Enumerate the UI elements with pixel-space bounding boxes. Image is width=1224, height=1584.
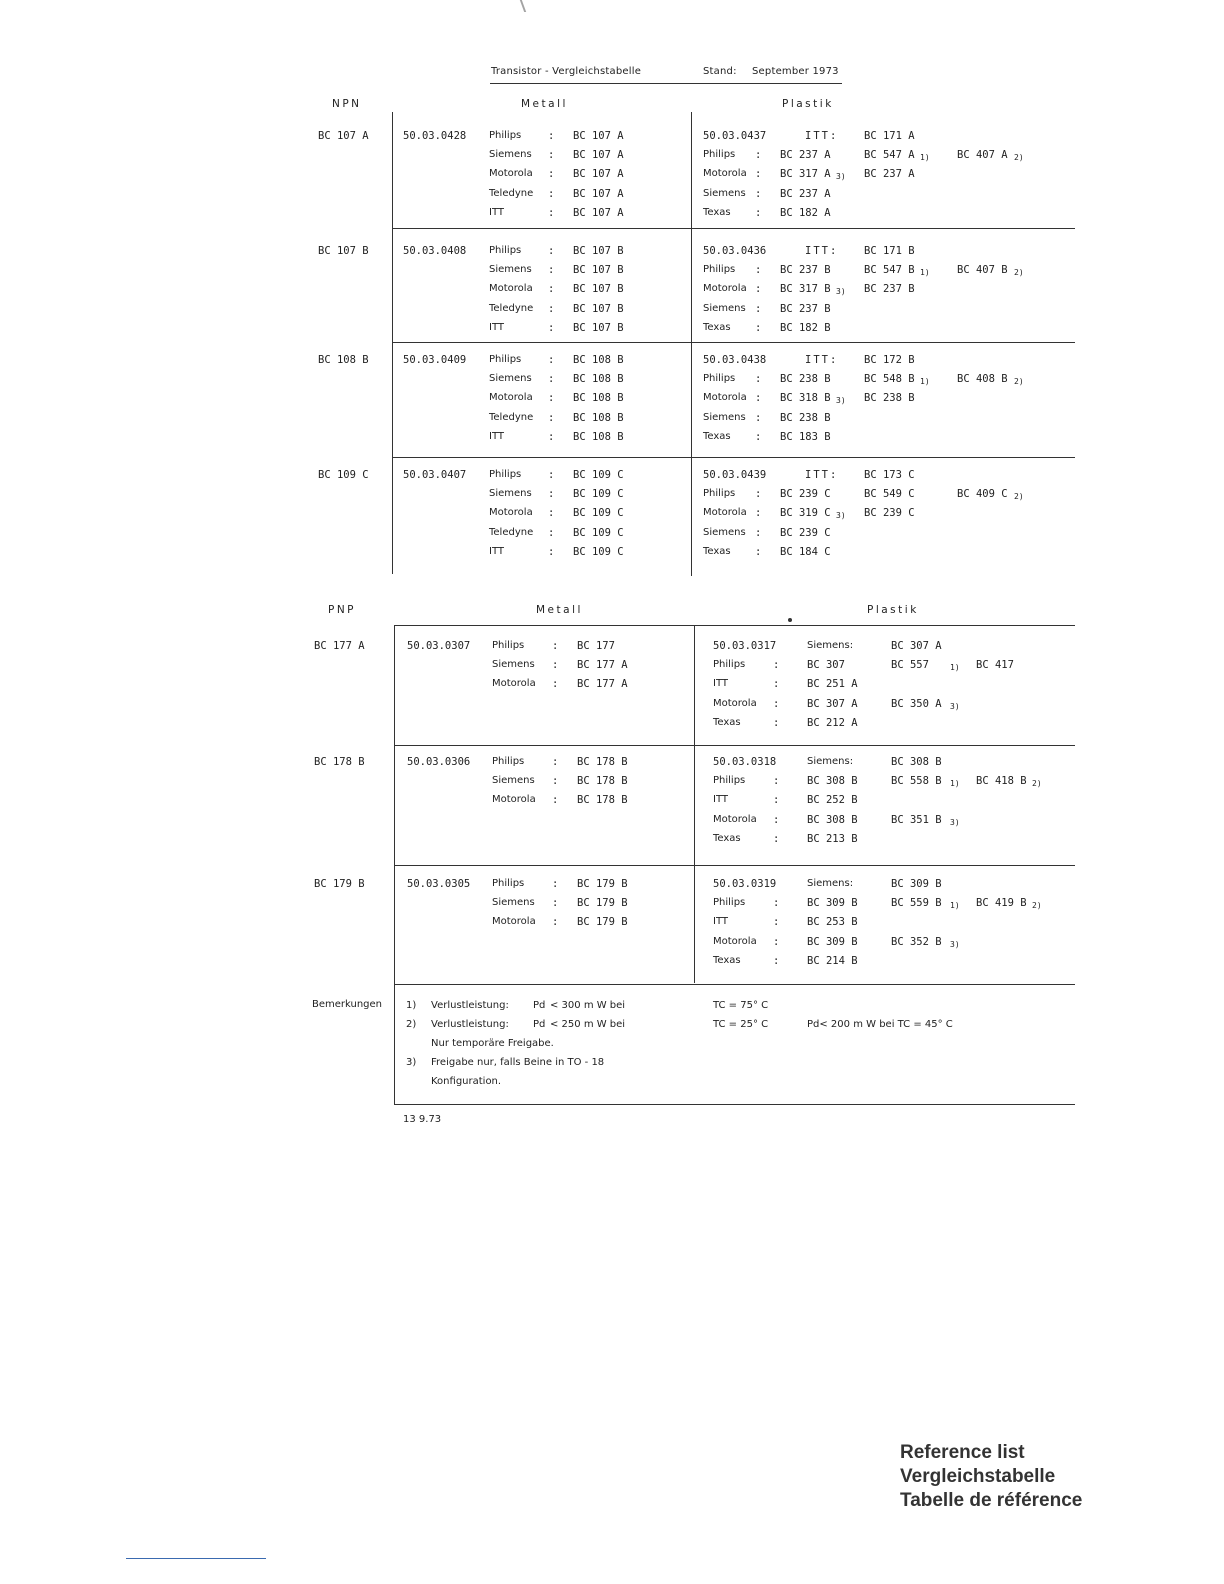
pnp-plastik-maker: Philips [713,659,746,670]
pnp-center-border [694,625,695,983]
npn-plastik-part-note: 3) [836,511,846,520]
dot-mark [788,618,792,622]
npn-plastik-maker: Motorola [703,392,747,403]
npn-metall-maker: Motorola [489,392,533,403]
pnp-metall-colon: : [552,794,559,806]
npn-metall-code-2: 50.03.0409 [403,354,467,366]
npn-metall-colon: : [548,245,555,257]
npn-plastik-alt2: BC 407 A [957,149,1008,161]
npn-plastik-colon: : [755,168,762,180]
npn-plastik-part-note: 3) [836,287,846,296]
npn-plastik-maker: Texas [703,431,731,442]
npn-metall-maker: Motorola [489,507,533,518]
npn-type-1: BC 107 B [318,245,369,257]
pnp-plastik-maker: Texas [713,955,741,966]
pnp-plastik-alt2-note: 2) [1032,901,1042,910]
npn-metall-colon: : [548,546,555,558]
npn-plastik-maker: Philips [703,264,736,275]
pnp-plastik-maker: Motorola [713,936,757,947]
pnp-plastik-first-label: Siemens: [807,640,854,651]
pnp-plastik-alt-note: 3) [950,818,960,827]
document-title: Transistor - Vergleichstabelle [491,66,642,77]
pnp-plastik-alt-note: 1) [950,779,960,788]
npn-metall-colon: : [548,507,555,519]
pnp-plastik-alt2: BC 419 B [976,897,1027,909]
npn-plastik-maker: Philips [703,488,736,499]
npn-plastik-itt-label: ITT: [805,469,839,481]
pnp-plastik-colon: : [773,775,780,787]
npn-plastik-colon: : [755,488,762,500]
pnp-metall-maker: Motorola [492,794,536,805]
pnp-plastik-maker: ITT [713,794,728,805]
npn-plastik-label: Plastik [782,98,834,110]
npn-metall-colon: : [548,469,555,481]
npn-metall-maker: Siemens [489,373,532,384]
npn-metall-part: BC 108 B [573,392,624,404]
npn-metall-colon: : [548,412,555,424]
pnp-type-label: PNP [328,604,357,616]
remark-3-text-cont: Konfiguration. [431,1076,502,1087]
pnp-row-divider [394,745,1075,746]
remarks-label: Bemerkungen [312,999,383,1010]
pnp-plastik-colon: : [773,833,780,845]
npn-metall-colon: : [548,431,555,443]
pnp-plastik-part: BC 213 B [807,833,858,845]
reference-title-de: Vergleichstabelle [900,1466,1056,1487]
reference-title-fr: Tabelle de référence [900,1490,1083,1511]
remark-2-number: 2) [406,1019,417,1030]
pnp-plastik-colon: : [773,794,780,806]
pnp-metall-part: BC 179 B [577,878,628,890]
pnp-plastik-maker: Philips [713,775,746,786]
pnp-plastik-part: BC 308 B [807,775,858,787]
npn-plastik-itt-label: ITT: [805,245,839,257]
npn-plastik-part: BC 237 A [780,188,831,200]
pnp-metall-part: BC 178 B [577,794,628,806]
pnp-plastik-alt: BC 558 B [891,775,942,787]
npn-plastik-colon: : [755,188,762,200]
npn-plastik-maker: Texas [703,546,731,557]
remark-1-tc: TC = 75° C [713,1000,769,1011]
npn-plastik-maker: Siemens [703,412,746,423]
npn-plastik-alt-note: 1) [920,153,930,162]
pnp-plastik-alt-note: 1) [950,901,960,910]
npn-metall-maker: Siemens [489,149,532,160]
npn-plastik-itt-part: BC 173 C [864,469,915,481]
remark-1-value: < 300 m W bei [550,1000,626,1011]
npn-type-3: BC 109 C [318,469,369,481]
pnp-plastik-maker: ITT [713,916,728,927]
npn-plastik-itt-part: BC 171 B [864,245,915,257]
npn-plastik-colon: : [755,546,762,558]
pnp-plastik-alt: BC 559 B [891,897,942,909]
pnp-row-divider [394,984,1075,985]
npn-plastik-alt: BC 237 A [864,168,915,180]
npn-plastik-alt: BC 549 C [864,488,915,500]
pnp-plastik-alt: BC 557 [891,659,929,671]
pnp-metall-part: BC 178 B [577,756,628,768]
npn-metall-maker: Teledyne [489,188,534,199]
pnp-metall-part: BC 179 B [577,916,628,928]
pnp-plastik-part: BC 214 B [807,955,858,967]
pnp-metall-maker: Motorola [492,916,536,927]
pnp-plastik-part: BC 212 A [807,717,858,729]
pnp-plastik-part: BC 251 A [807,678,858,690]
npn-metall-maker: Siemens [489,488,532,499]
pnp-plastik-part: BC 307 [807,659,845,671]
npn-metall-code-3: 50.03.0407 [403,469,467,481]
pnp-plastik-maker: Philips [713,897,746,908]
npn-plastik-colon: : [755,507,762,519]
pnp-plastik-colon: : [773,936,780,948]
npn-metall-part: BC 109 C [573,507,624,519]
pnp-plastik-first-label: Siemens: [807,878,854,889]
pnp-plastik-colon: : [773,897,780,909]
pnp-plastik-maker: Motorola [713,698,757,709]
npn-plastik-colon: : [755,527,762,539]
npn-metall-maker: ITT [489,431,504,442]
pnp-metall-maker: Siemens [492,897,535,908]
npn-metall-colon: : [548,527,555,539]
npn-metall-part: BC 108 B [573,431,624,443]
pnp-metall-part: BC 177 A [577,678,628,690]
npn-plastik-part: BC 239 C [780,527,831,539]
npn-plastik-part: BC 237 B [780,303,831,315]
pnp-metall-code-1: 50.03.0306 [407,756,471,768]
npn-plastik-itt-label: ITT: [805,130,839,142]
pnp-plastik-part: BC 252 B [807,794,858,806]
npn-plastik-maker: Philips [703,149,736,160]
npn-center-border [691,112,692,576]
remark-2-pd: Pd [533,1019,546,1030]
bottom-rule [126,1558,266,1559]
pnp-metall-colon: : [552,659,559,671]
npn-plastik-part: BC 317 A [780,168,831,180]
npn-metall-colon: : [548,303,555,315]
pnp-metall-label: Metall [536,604,583,616]
npn-plastik-code-3: 50.03.0439 [703,469,767,481]
npn-plastik-alt: BC 238 B [864,392,915,404]
npn-plastik-colon: : [755,303,762,315]
pnp-metall-part: BC 178 B [577,775,628,787]
npn-plastik-alt2: BC 409 C [957,488,1008,500]
npn-metall-colon: : [548,373,555,385]
pnp-metall-part: BC 177 [577,640,615,652]
stand-label: Stand: [703,66,737,77]
npn-plastik-maker: Texas [703,322,731,333]
npn-plastik-colon: : [755,392,762,404]
npn-plastik-colon: : [755,322,762,334]
npn-plastik-part: BC 238 B [780,412,831,424]
npn-metall-maker: ITT [489,207,504,218]
pnp-plastik-alt: BC 350 A [891,698,942,710]
npn-plastik-maker: Siemens [703,188,746,199]
remarks-bottom-border [394,1104,1075,1105]
npn-plastik-part: BC 182 B [780,322,831,334]
pnp-plastik-part: BC 253 B [807,916,858,928]
npn-metall-label: Metall [521,98,568,110]
npn-metall-colon: : [548,149,555,161]
npn-metall-part: BC 109 C [573,546,624,558]
pnp-plastik-alt-note: 3) [950,702,960,711]
npn-plastik-alt2-note: 2) [1014,153,1024,162]
npn-plastik-colon: : [755,431,762,443]
document-code: 13 9.73 [403,1114,442,1125]
remark-2-tc: TC = 25° C [713,1019,769,1030]
pnp-plastik-maker: Motorola [713,814,757,825]
npn-plastik-code-2: 50.03.0438 [703,354,767,366]
pnp-metall-code-2: 50.03.0305 [407,878,471,890]
npn-plastik-alt: BC 548 B [864,373,915,385]
npn-plastik-part-note: 3) [836,172,846,181]
npn-plastik-colon: : [755,412,762,424]
npn-plastik-maker: Texas [703,207,731,218]
pnp-plastik-colon: : [773,659,780,671]
npn-plastik-alt: BC 547 A [864,149,915,161]
npn-plastik-code-1: 50.03.0436 [703,245,767,257]
npn-metall-maker: Teledyne [489,527,534,538]
pnp-plastik-code-1: 50.03.0318 [713,756,777,768]
remark-2-value: < 250 m W bei [550,1019,626,1030]
remark-1-number: 1) [406,1000,417,1011]
npn-metall-maker: Teledyne [489,412,534,423]
npn-metall-part: BC 107 B [573,322,624,334]
npn-plastik-colon: : [755,207,762,219]
pnp-plastik-colon: : [773,955,780,967]
pnp-plastik-alt2-note: 2) [1032,779,1042,788]
pnp-plastik-maker: Texas [713,833,741,844]
npn-left-border [392,112,393,574]
npn-metall-part: BC 109 C [573,527,624,539]
pnp-plastik-alt2: BC 418 B [976,775,1027,787]
remark-3-text: Freigabe nur, falls Beine in TO - 18 [431,1057,605,1068]
npn-row-divider [392,228,1075,229]
npn-metall-maker: Philips [489,245,522,256]
pnp-metall-maker: Motorola [492,678,536,689]
npn-plastik-part: BC 182 A [780,207,831,219]
npn-metall-colon: : [548,130,555,142]
pnp-plastik-part: BC 309 B [807,936,858,948]
pnp-plastik-colon: : [773,698,780,710]
stand-value: September 1973 [752,66,839,77]
npn-plastik-colon: : [755,283,762,295]
npn-plastik-colon: : [755,264,762,276]
npn-plastik-part-note: 3) [836,396,846,405]
pnp-plastik-first-part: BC 307 A [891,640,942,652]
pnp-plastik-alt: BC 352 B [891,936,942,948]
npn-metall-code-0: 50.03.0428 [403,130,467,142]
pnp-plastik-code-0: 50.03.0317 [713,640,777,652]
pnp-top-border [394,625,1075,626]
npn-metall-colon: : [548,392,555,404]
pnp-plastik-colon: : [773,678,780,690]
pnp-metall-colon: : [552,756,559,768]
npn-plastik-alt-note: 1) [920,377,930,386]
npn-metall-colon: : [548,188,555,200]
pnp-plastik-first-part: BC 308 B [891,756,942,768]
npn-metall-maker: Teledyne [489,303,534,314]
npn-plastik-maker: Motorola [703,283,747,294]
npn-plastik-part: BC 319 C [780,507,831,519]
pnp-plastik-alt: BC 351 B [891,814,942,826]
npn-plastik-itt-part: BC 172 B [864,354,915,366]
remark-1-pd: Pd [533,1000,546,1011]
npn-plastik-part: BC 317 B [780,283,831,295]
pnp-metall-maker: Siemens [492,775,535,786]
pnp-metall-colon: : [552,775,559,787]
pnp-metall-maker: Philips [492,640,525,651]
npn-metall-colon: : [548,354,555,366]
pnp-type-2: BC 179 B [314,878,365,890]
pnp-metall-part: BC 179 B [577,897,628,909]
npn-plastik-part: BC 184 C [780,546,831,558]
npn-metall-maker: Motorola [489,168,533,179]
remark-1-text: Verlustleistung: [431,1000,509,1011]
reference-title-en: Reference list [900,1442,1025,1463]
pnp-plastik-alt2: BC 417 [976,659,1014,671]
npn-plastik-maker: Motorola [703,507,747,518]
remark-2-text: Verlustleistung: [431,1019,509,1030]
npn-metall-colon: : [548,264,555,276]
pnp-metall-maker: Philips [492,878,525,889]
npn-row-divider [392,342,1075,343]
pnp-type-0: BC 177 A [314,640,365,652]
npn-plastik-alt2: BC 408 B [957,373,1008,385]
npn-metall-maker: ITT [489,322,504,333]
npn-plastik-alt2-note: 2) [1014,492,1024,501]
npn-metall-part: BC 107 A [573,149,624,161]
pnp-plastik-maker: Texas [713,717,741,728]
npn-plastik-alt: BC 237 B [864,283,915,295]
pnp-plastik-code-2: 50.03.0319 [713,878,777,890]
npn-metall-part: BC 109 C [573,488,624,500]
pnp-metall-part: BC 177 A [577,659,628,671]
pnp-plastik-first-label: Siemens: [807,756,854,767]
npn-metall-colon: : [548,283,555,295]
npn-plastik-alt2-note: 2) [1014,377,1024,386]
npn-row-divider [392,457,1075,458]
pnp-plastik-alt-note: 3) [950,940,960,949]
npn-metall-part: BC 108 B [573,412,624,424]
pnp-plastik-part: BC 309 B [807,897,858,909]
npn-plastik-maker: Siemens [703,303,746,314]
npn-metall-part: BC 108 B [573,373,624,385]
pnp-metall-code-0: 50.03.0307 [407,640,471,652]
npn-metall-part: BC 107 B [573,245,624,257]
npn-metall-maker: Philips [489,469,522,480]
npn-plastik-colon: : [755,373,762,385]
pnp-plastik-part: BC 307 A [807,698,858,710]
npn-metall-part: BC 107 B [573,303,624,315]
npn-plastik-part: BC 238 B [780,373,831,385]
npn-plastik-maker: Philips [703,373,736,384]
npn-metall-part: BC 107 B [573,264,624,276]
npn-metall-maker: ITT [489,546,504,557]
npn-type-0: BC 107 A [318,130,369,142]
pnp-metall-colon: : [552,640,559,652]
npn-plastik-alt: BC 547 B [864,264,915,276]
pnp-metall-colon: : [552,678,559,690]
pnp-metall-maker: Philips [492,756,525,767]
pnp-plastik-label: Plastik [867,604,919,616]
npn-plastik-part: BC 237 B [780,264,831,276]
npn-metall-maker: Siemens [489,264,532,275]
pnp-plastik-first-part: BC 309 B [891,878,942,890]
pnp-plastik-colon: : [773,916,780,928]
npn-plastik-part: BC 318 B [780,392,831,404]
npn-metall-part: BC 107 A [573,168,624,180]
pnp-plastik-colon: : [773,717,780,729]
remark-2-note: Nur temporäre Freigabe. [431,1038,554,1049]
pnp-metall-maker: Siemens [492,659,535,670]
pnp-metall-colon: : [552,916,559,928]
npn-metall-colon: : [548,322,555,334]
npn-metall-colon: : [548,207,555,219]
pnp-row-divider [394,865,1075,866]
pnp-plastik-maker: ITT [713,678,728,689]
npn-plastik-part: BC 239 C [780,488,831,500]
pnp-plastik-alt-note: 1) [950,663,960,672]
pnp-metall-colon: : [552,897,559,909]
npn-plastik-alt: BC 239 C [864,507,915,519]
npn-plastik-alt2: BC 407 B [957,264,1008,276]
npn-metall-part: BC 107 A [573,188,624,200]
npn-plastik-alt-note: 1) [920,268,930,277]
npn-metall-colon: : [548,488,555,500]
npn-plastik-itt-part: BC 171 A [864,130,915,142]
npn-metall-maker: Philips [489,130,522,141]
pnp-plastik-part: BC 308 B [807,814,858,826]
npn-metall-part: BC 107 B [573,283,624,295]
pnp-plastik-colon: : [773,814,780,826]
npn-plastik-code-0: 50.03.0437 [703,130,767,142]
npn-plastik-maker: Motorola [703,168,747,179]
npn-plastik-part: BC 183 B [780,431,831,443]
npn-plastik-itt-label: ITT: [805,354,839,366]
npn-type-2: BC 108 B [318,354,369,366]
npn-metall-maker: Philips [489,354,522,365]
npn-plastik-part: BC 237 A [780,149,831,161]
npn-metall-part: BC 108 B [573,354,624,366]
npn-metall-colon: : [548,168,555,180]
scan-mark [512,0,526,12]
npn-metall-code-1: 50.03.0408 [403,245,467,257]
npn-metall-maker: Motorola [489,283,533,294]
pnp-type-1: BC 178 B [314,756,365,768]
npn-plastik-alt2-note: 2) [1014,268,1024,277]
npn-metall-part: BC 107 A [573,130,624,142]
remark-3-number: 3) [406,1057,417,1068]
npn-type-label: NPN [332,98,362,110]
npn-metall-part: BC 109 C [573,469,624,481]
title-underline [490,83,842,84]
npn-plastik-maker: Siemens [703,527,746,538]
npn-plastik-colon: : [755,149,762,161]
remark-2-extra: Pd< 200 m W bei TC = 45° C [807,1019,953,1030]
npn-metall-part: BC 107 A [573,207,624,219]
pnp-metall-colon: : [552,878,559,890]
